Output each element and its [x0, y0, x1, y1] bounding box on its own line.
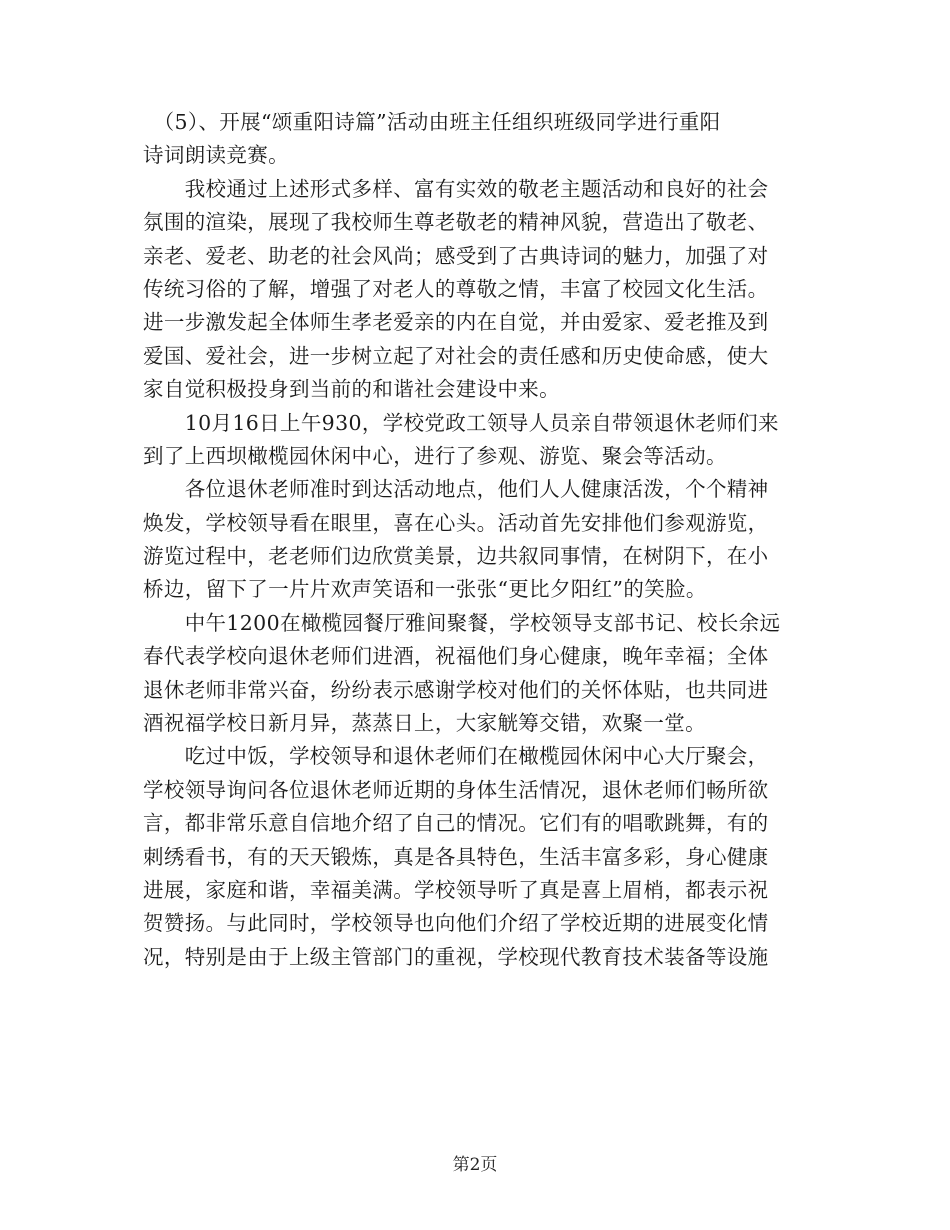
- text-line: 吃过中饭，学校领导和退休老师们在橄榄园休闲中心大厅聚会，: [143, 744, 769, 769]
- text-line: 退休老师非常兴奋，纷纷表示感谢学校对他们的关怀体贴，也共同进: [143, 677, 769, 702]
- text-line: 况，特别是由于上级主管部门的重视，学校现代教育技术装备等设施: [143, 944, 769, 969]
- text-line: 氛围的渲染，展现了我校师生尊老敬老的精神风貌，营造出了敬老、: [143, 210, 769, 235]
- paragraph: [143, 740, 803, 974]
- text-line: 爱国、爱社会，进一步树立起了对社会的责任感和历史使命感，使大: [143, 343, 769, 368]
- text-line: 传统习俗的了解，增强了对老人的尊敬之情，丰富了校园文化生活。: [143, 276, 769, 301]
- text-line: 春代表学校向退休老师们进酒，祝福他们身心健康，晚年幸福；全体: [143, 644, 769, 669]
- text-line: 家自觉积极投身到当前的和谐社会建设中来。: [143, 377, 560, 402]
- paragraph: [143, 106, 803, 173]
- text-line: 诗词朗读竞赛。: [143, 143, 289, 168]
- text-line: 言，都非常乐意自信地介绍了自己的情况。它们有的唱歌跳舞，有的: [143, 811, 769, 836]
- text-line: 亲老、爱老、助老的社会风尚；感受到了古典诗词的魅力，加强了对: [143, 243, 769, 268]
- text-line: 我校通过上述形式多样、富有实效的敬老主题活动和良好的社会: [143, 176, 769, 201]
- text-line: 焕发，学校领导看在眼里，喜在心头。活动首先安排他们参观游览，: [143, 510, 769, 535]
- text-line: 学校领导询问各位退休老师近期的身体生活情况，退休老师们畅所欲: [143, 777, 769, 802]
- text-line: 各位退休老师准时到达活动地点，他们人人健康活泼，个个精神: [143, 477, 769, 502]
- text-line: （5）、开展“颂重阳诗篇”活动由班主任组织班级同学进行重阳: [143, 110, 721, 134]
- document-body: [143, 106, 803, 974]
- paragraph: [143, 173, 803, 407]
- text-line: 到了上西坝橄榄园休闲中心，进行了参观、游览、聚会等活动。: [143, 443, 727, 468]
- text-line: 游览过程中，老老师们边欣赏美景，边共叙同事情，在树阴下，在小: [143, 544, 769, 569]
- text-line: 酒祝福学校日新月异，蒸蒸日上，大家觥筹交错，欢聚一堂。: [143, 711, 706, 736]
- paragraph: [143, 407, 803, 474]
- text-line: 刺绣看书，有的天天锻炼，真是各具特色，生活丰富多彩，身心健康: [143, 844, 769, 869]
- text-line: 贺赞扬。与此同时，学校领导也向他们介绍了学校近期的进展变化情: [143, 911, 769, 936]
- paragraph: [143, 473, 803, 607]
- text-line: 进一步激发起全体师生孝老爱亲的内在自觉，并由爱家、爱老推及到: [143, 310, 769, 335]
- page-number: 第2页: [452, 1155, 498, 1175]
- text-line: 10月16日上午930，学校党政工领导人员亲自带领退休老师们来: [143, 410, 779, 435]
- text-line: 进展，家庭和谐，幸福美满。学校领导听了真是喜上眉梢，都表示祝: [143, 877, 769, 902]
- text-line: 中午1200在橄榄园餐厅雅间聚餐，学校领导支部书记、校长余远: [143, 610, 781, 635]
- paragraph: [143, 607, 803, 741]
- text-line: 桥边，留下了一片片欢声笑语和一张张“更比夕阳红”的笑脸。: [143, 577, 707, 602]
